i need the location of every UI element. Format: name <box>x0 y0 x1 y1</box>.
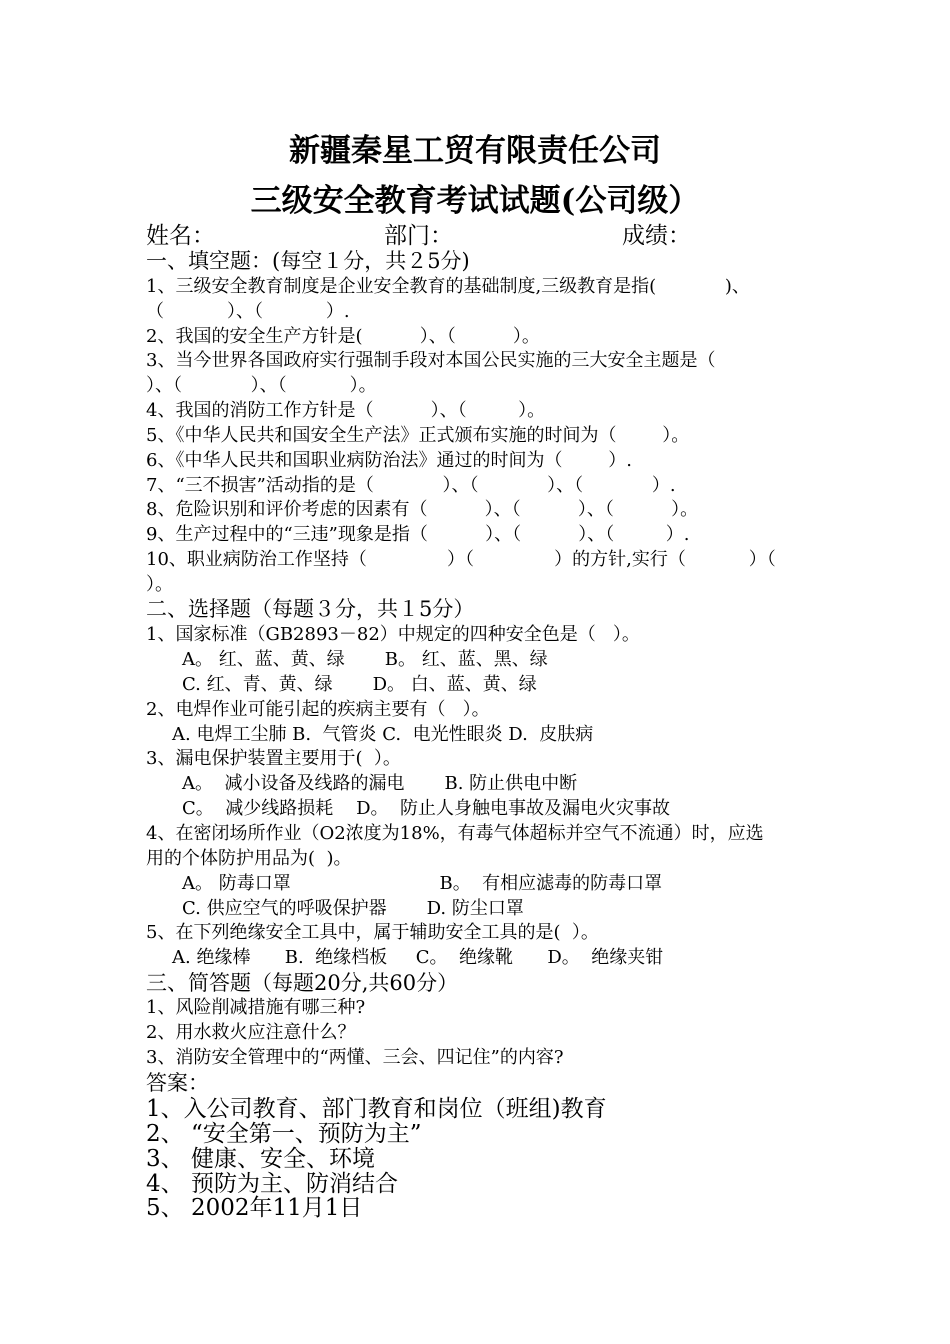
name-label: 姓名： <box>146 223 215 249</box>
exam-title: 三级安全教育考试试题(公司级） <box>250 183 700 219</box>
q1-6: 6、《中华人民共和国职业病防治法》通过的时间为（ ）. <box>146 450 632 471</box>
answer-5: 5、 2002年11月1日 <box>146 1195 363 1221</box>
q2-1-options-cd: C. 红、青、黄、绿 D。 白、蓝、黄、绿 <box>182 674 537 695</box>
score-label: 成绩： <box>622 223 691 249</box>
part2-heading: 二、选择题（每题３分，共１5分） <box>146 597 475 621</box>
q1-7: 7、“三不损害”活动指的是（ ）、（ ）、（ ）. <box>146 475 676 496</box>
q2-4: 4、在密闭场所作业（O2浓度为18%，有毒气体超标并空气不流通）时，应选 <box>146 823 764 844</box>
q1-9: 9、生产过程中的“三违”现象是指（ ）、（ ）、（ ）. <box>146 524 690 545</box>
q2-4-options-ab: A。 防毒口罩 B。 有相应滤毒的防毒口罩 <box>182 873 663 894</box>
dept-label: 部门： <box>384 223 453 249</box>
q1-10-cont: ）。 <box>146 574 173 595</box>
q2-3-options-cd: C。 减少线路损耗 D。 防止人身触电事故及漏电火灾事故 <box>182 798 670 819</box>
q1-1: 1、三级安全教育制度是企业安全教育的基础制度,三级教育是指( )、 <box>146 276 750 297</box>
q2-1-options-ab: A。 红、蓝、黄、绿 B。 红、蓝、黑、绿 <box>182 649 548 670</box>
company-title: 新疆秦星工贸有限责任公司 <box>289 133 661 169</box>
q3-2: 2、用水救火应注意什么？ <box>146 1022 356 1043</box>
q1-3-cont: ）、（ ）、（ ）。 <box>146 375 377 396</box>
q2-5-options: A. 绝缘棒 B. 绝缘档板 C。 绝缘靴 D。 绝缘夹钳 <box>172 947 664 968</box>
part3-heading: 三、简答题（每题20分,共60分） <box>146 971 459 995</box>
answer-1: 1、入公司教育、部门教育和岗位（班组)教育 <box>146 1096 607 1122</box>
answers-heading: 答案： <box>146 1071 209 1095</box>
q2-4-cont: 用的个体防护用品为( )。 <box>146 848 352 869</box>
q1-3: 3、当今世界各国政府实行强制手段对本国公民实施的三大安全主题是（ <box>146 350 716 371</box>
q2-3-options-ab: A。 减小设备及线路的漏电 B. 防止供电中断 <box>182 773 578 794</box>
q1-10: 10、职业病防治工作坚持（ ）（ ）的方针,实行（ ）（ <box>146 549 776 570</box>
q3-1: 1、风险削减措施有哪三种? <box>146 997 366 1018</box>
q1-2: 2、我国的安全生产方针是( ）、（ ）。 <box>146 326 540 347</box>
part1-heading: 一、填空题：(每空１分，共２5分) <box>146 249 470 273</box>
q1-5: 5、《中华人民共和国安全生产法》正式颁布实施的时间为（ ）。 <box>146 425 690 446</box>
answer-4: 4、 预防为主、防消结合 <box>146 1171 398 1197</box>
answer-2: 2、 “安全第一、预防为主” <box>146 1121 422 1147</box>
q1-8: 8、危险识别和评价考虑的因素有（ ）、（ ）、（ ）。 <box>146 499 699 520</box>
q2-2: 2、电焊作业可能引起的疾病主要有（ ）。 <box>146 699 490 720</box>
q2-5: 5、在下列绝缘安全工具中，属于辅助安全工具的是( ）。 <box>146 922 599 943</box>
q2-2-options: A. 电焊工尘肺 B. 气管炎 C. 电光性眼炎 D. 皮肤病 <box>172 724 594 745</box>
q1-4: 4、我国的消防工作方针是（ ）、（ ）。 <box>146 400 546 421</box>
q1-1-cont: （ ）、（ ）. <box>146 301 350 322</box>
q2-1: 1、国家标准（GB2893－82）中规定的四种安全色是（ ）。 <box>146 624 640 645</box>
q2-4-options-cd: C. 供应空气的呼吸保护器 D. 防尘口罩 <box>182 898 524 919</box>
answer-3: 3、 健康、安全、环境 <box>146 1146 375 1172</box>
q2-3: 3、漏电保护装置主要用于( ）。 <box>146 748 401 769</box>
q3-3: 3、消防安全管理中的“两懂、三会、四记住”的内容? <box>146 1047 564 1068</box>
